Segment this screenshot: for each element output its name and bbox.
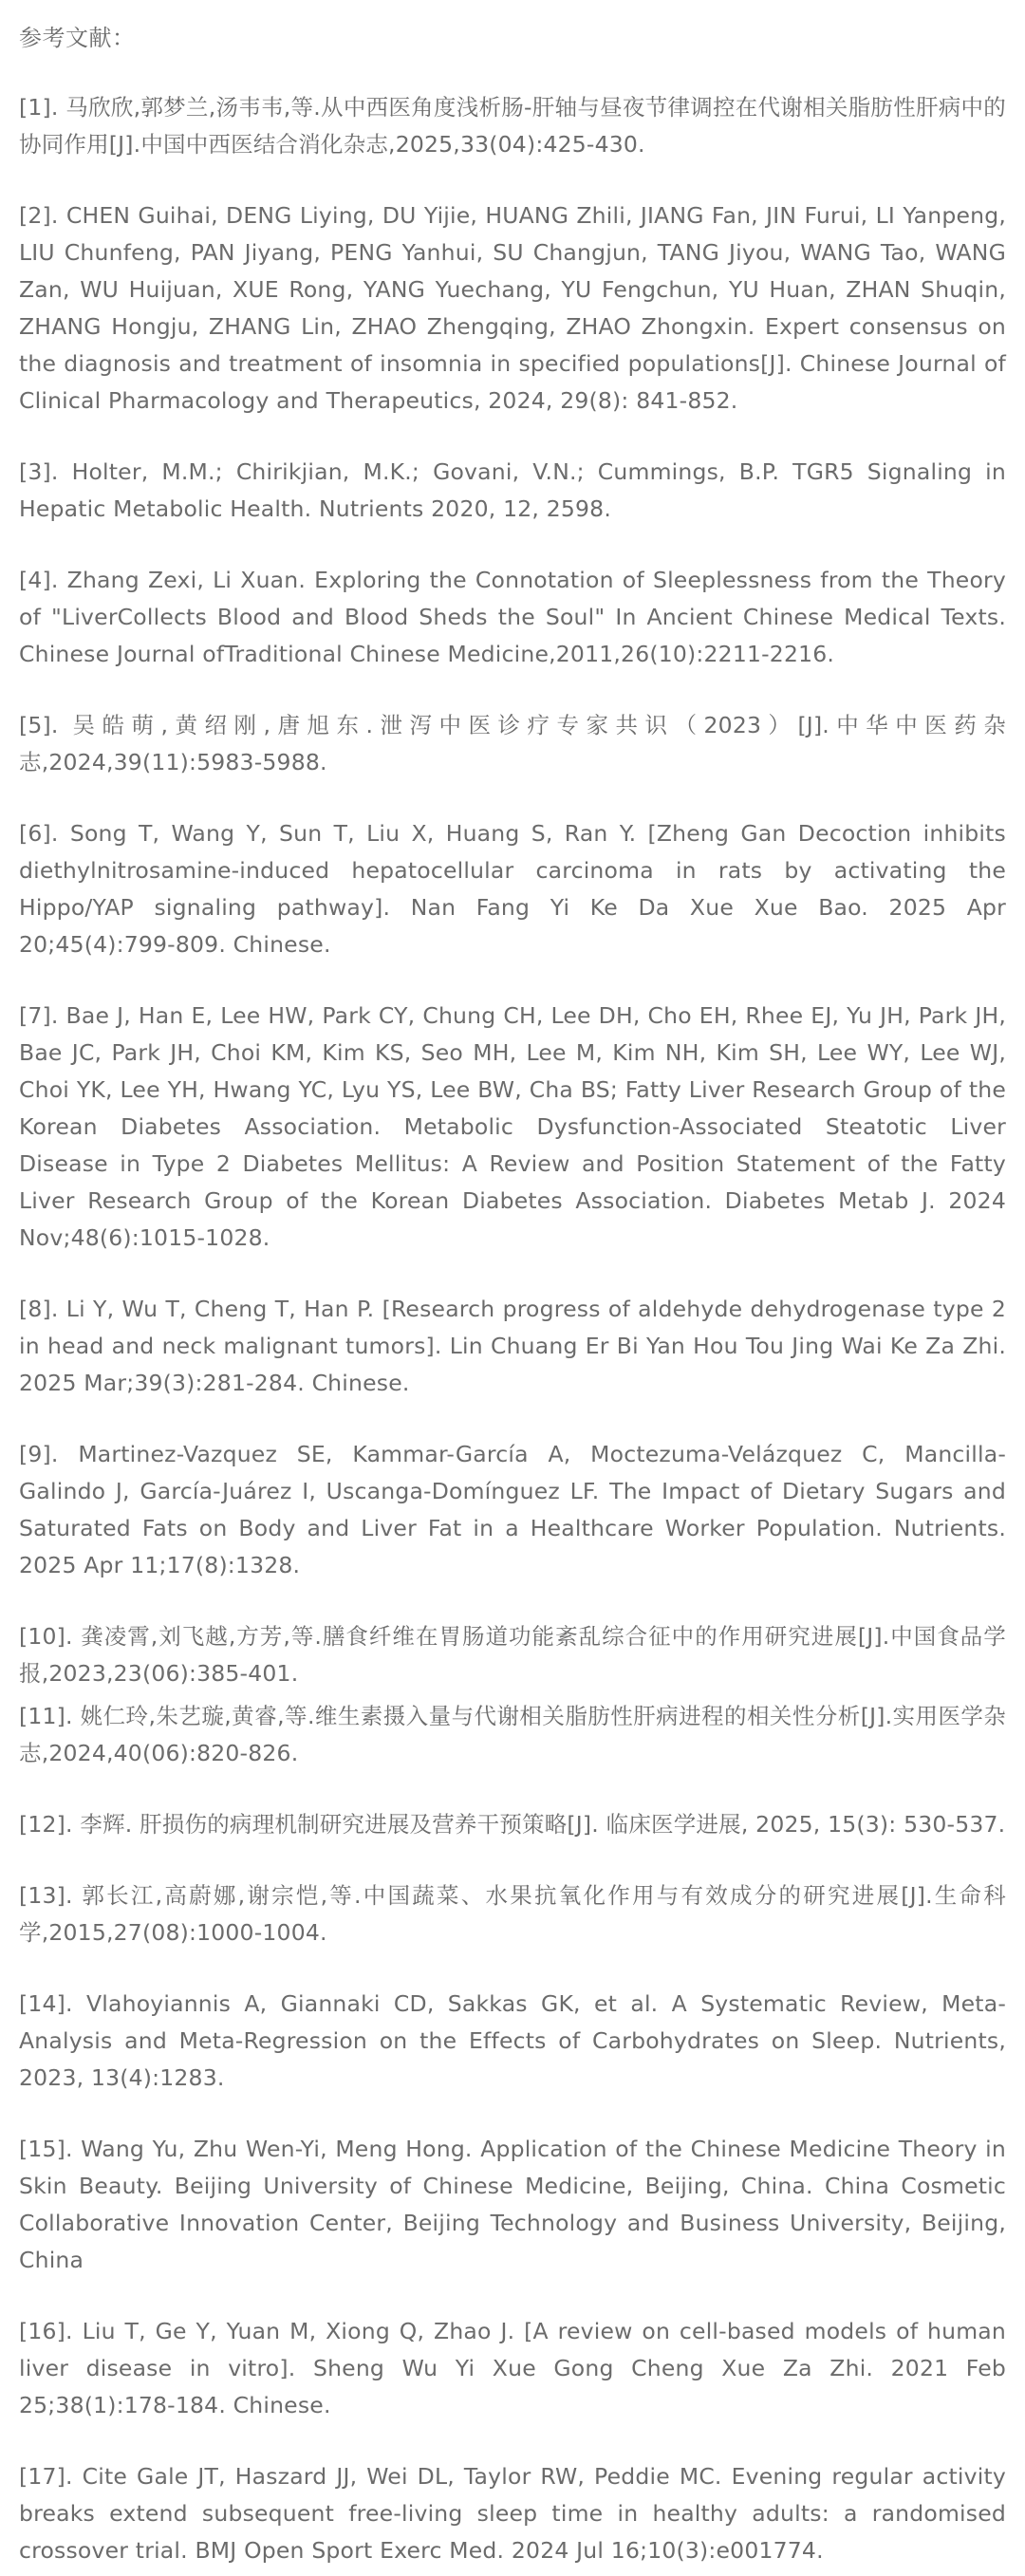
reference-item: [1]. 马欣欣,郭梦兰,汤韦韦,等.从中西医角度浅析肠-肝轴与昼夜节律调控在代谢相关脂肪性肝病中的协同作用[J].中国中西医结合消化杂志,2025,33(04):425-430. [19, 94, 1006, 158]
reference-item: [6]. Song T, Wang Y, Sun T, Liu X, Huang S, Ran Y. [Zheng Gan Decoction inhibits diethylnitrosamine-induced hepatocellular carcinoma in rats by activating the Hippo/YAP signaling pathway]. Nan Fang Yi Ke Da Xue Xue Bao. 2025 Apr 20;45(4):799-809. Chinese. [19, 820, 1006, 958]
reference-item: [16]. Liu T, Ge Y, Yuan M, Xiong Q, Zhao J. [A review on cell-based models of human liver disease in vitro]. Sheng Wu Yi Xue Gong Cheng Xue Za Zhi. 2021 Feb 25;38(1):178-184. Chinese. [19, 2318, 1006, 2418]
reference-list [19, 89, 1006, 2569]
references-heading: 参考文献： [19, 25, 136, 51]
reference-item: [2]. CHEN Guihai, DENG Liying, DU Yijie, HUANG Zhili, JIANG Fan, JIN Furui, LI Yanpeng, LIU Chunfeng, PAN Jiyang, PENG Yanhui, SU Changjun, TANG Jiyou, WANG Tao, WANG Zan, WU Huijuan, XUE Rong, YANG Yuechang, YU Fengchun, YU Huan, ZHAN Shuqin, ZHANG Hongju, ZHANG Lin, ZHAO Zhengqing, ZHAO Zhongxin. Expert consensus on the diagnosis and treatment of insomnia in specified populations[J]. Chinese Journal of Clinical Pharmacology and Therapeutics, 2024, 29(8): 841-852. [19, 202, 1006, 414]
reference-item: [15]. Wang Yu, Zhu Wen-Yi, Meng Hong. Application of the Chinese Medicine Theory in Skin Beauty. Beijing University of Chinese Medicine, Beijing, China. China Cosmetic Collaborative Innovation Center, Beijing Technology and Business University, Beijing, China [19, 2136, 1006, 2273]
reference-item: [11]. 姚仁玲,朱艺璇,黄睿,等.维生素摄入量与代谢相关脂肪性肝病进程的相关性分析[J].实用医学杂志,2024,40(06):820-826. [19, 1703, 1006, 1766]
reference-item: [7]. Bae J, Han E, Lee HW, Park CY, Chung CH, Lee DH, Cho EH, Rhee EJ, Yu JH, Park JH, Bae JC, Park JH, Choi KM, Kim KS, Seo MH, Lee M, Kim NH, Kim SH, Lee WY, Lee WJ, Choi YK, Lee YH, Hwang YC, Lyu YS, Lee BW, Cha BS; Fatty Liver Research Group of the Korean Diabetes Association. Metabolic Dysfunction-Associated Steatotic Liver Disease in Type 2 Diabetes Mellitus: A Review and Position Statement of the Fatty Liver Research Group of the Korean Diabetes Association. Diabetes Metab J. 2024 Nov;48(6):1015-1028. [19, 1002, 1006, 1251]
reference-item: [9]. Martinez-Vazquez SE, Kammar-García A, Moctezuma-Velázquez C, Mancilla-Galindo J, García-Juárez I, Uscanga-Domínguez LF. The Impact of Dietary Sugars and Saturated Fats on Body and Liver Fat in a Healthcare Worker Population. Nutrients. 2025 Apr 11;17(8):1328. [19, 1441, 1006, 1578]
reference-item: [4]. Zhang Zexi, Li Xuan. Exploring the Connotation of Sleeplessness from the Theory of "LiverCollects Blood and Blood Sheds the Soul" In Ancient Chinese Medical Texts. Chinese Journal ofTraditional Chinese Medicine,2011,26(10):2211-2216. [19, 567, 1006, 667]
reference-item: [14]. Vlahoyiannis A, Giannaki CD, Sakkas GK, et al. A Systematic Review, Meta-Analysis and Meta-Regression on the Effects of Carbohydrates on Sleep. Nutrients, 2023, 13(4):1283. [19, 1990, 1006, 2091]
reference-item: [5]. 吴皓萌,黄绍刚,唐旭东.泄泻中医诊疗专家共识（2023）[J].中华中医药杂志,2024,39(11):5983-5988. [19, 712, 1006, 775]
reference-item: [12]. 李辉. 肝损伤的病理机制研究进展及营养干预策略[J]. 临床医学进展, 2025, 15(3): 530-537. [19, 1811, 1006, 1838]
reference-item: [8]. Li Y, Wu T, Cheng T, Han P. [Research progress of aldehyde dehydrogenase type 2 in head and neck malignant tumors]. Lin Chuang Er Bi Yan Hou Tou Jing Wai Ke Za Zhi. 2025 Mar;39(3):281-284. Chinese. [19, 1296, 1006, 1396]
reference-item: [13]. 郭长江,高蔚娜,谢宗恺,等.中国蔬菜、水果抗氧化作用与有效成分的研究进展[J].生命科学,2015,27(08):1000-1004. [19, 1882, 1006, 1946]
reference-item: [3]. Holter, M.M.; Chirikjian, M.K.; Govani, V.N.; Cummings, B.P. TGR5 Signaling in Hepatic Metabolic Health. Nutrients 2020, 12, 2598. [19, 458, 1006, 522]
reference-item: [10]. 龚凌霄,刘飞越,方芳,等.膳食纤维在胃肠道功能紊乱综合征中的作用研究进展[J].中国食品学报,2023,23(06):385-401. [19, 1623, 1006, 1687]
reference-item: [17]. Cite Gale JT, Haszard JJ, Wei DL, Taylor RW, Peddie MC. Evening regular activity breaks extend subsequent free-living sleep time in healthy adults: a randomised crossover trial. BMJ Open Sport Exerc Med. 2024 Jul 16;10(3):e001774. [19, 2463, 1006, 2564]
